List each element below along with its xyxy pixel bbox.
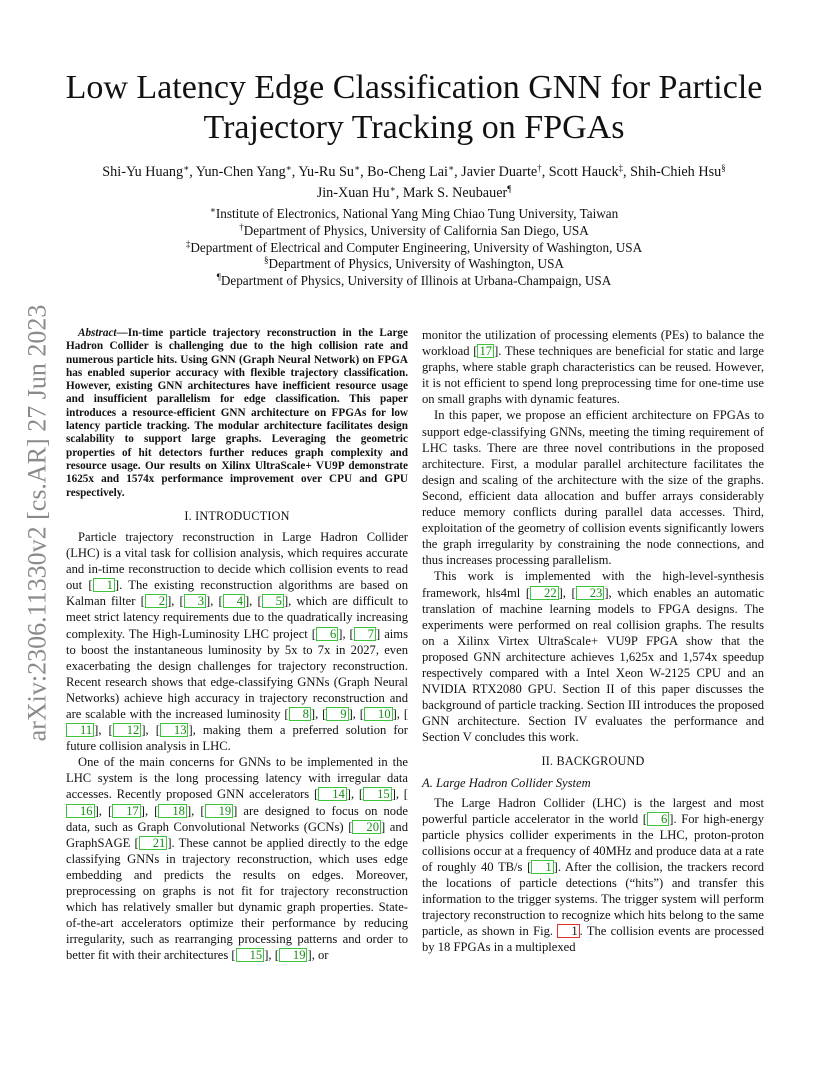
affiliation-line: ‡Department of Electrical and Computer Engineering, University of Washington, USA — [185, 238, 643, 255]
citation-link[interactable]: 6 — [316, 627, 338, 641]
author-name: Javier Duarte — [461, 164, 538, 180]
citation-link[interactable]: 13 — [160, 723, 189, 737]
author-name: Shih-Chieh Hsu — [630, 164, 722, 180]
citation-link[interactable]: 17 — [112, 804, 141, 818]
citation-link[interactable]: 3 — [184, 594, 206, 608]
author-name: Shi-Yu Huang — [102, 164, 184, 180]
citation-link[interactable]: 21 — [139, 836, 168, 850]
left-column — [66, 327, 408, 963]
affiliation-mark: ∗ — [285, 163, 292, 173]
citation-link[interactable]: 5 — [262, 594, 284, 608]
author-name: Bo-Cheng Lai — [367, 164, 448, 180]
citation-link[interactable]: 19 — [205, 804, 234, 818]
citation-link[interactable]: 11 — [66, 723, 94, 737]
affiliation-mark: ¶ — [507, 184, 512, 194]
citation-link[interactable]: 6 — [647, 812, 669, 826]
paper-title: Low Latency Edge Classification GNN for Particle Trajectory Tracking on FPGAs — [65, 69, 763, 146]
affiliation-list — [60, 206, 768, 290]
affiliation-mark: † — [537, 163, 542, 173]
citation-link[interactable]: 4 — [223, 594, 245, 608]
affiliation-mark: ∗ — [353, 163, 361, 173]
citation-link[interactable]: 2 — [145, 594, 167, 608]
citation-link[interactable]: 19 — [279, 948, 308, 962]
affiliation-line: ∗Institute of Electronics, National Yang Ming Chiao Tung University, Taiwan — [209, 205, 619, 221]
abstract: Abstract—In-time particle trajectory reconstruction in the Large Hadron Collider is challenging due to the high collision rate and numerous particle hits. Using GNN (Graph Neural Network) on FPGA has enabled superior accuracy with flexible trajectory classification. However, existing GNN architectures have inefficient resource usage and insufficient parallelism for edge classification. This paper introduces a resource-efficient GNN architecture on FPGAs for low latency particle tracking. The modular architecture facilitates design scalability to support large graphs. Leveraging the geometric properties of hit detectors further reduces graph complexity and resource usage. Our results on Xilinx UltraScale+ VU9P demonstrate 1625x and 1574x performance improvement over CPU and GPU respectively. — [66, 327, 408, 499]
author-name: Scott Hauck — [548, 164, 619, 180]
author-name: Yu-Ru Su — [298, 164, 354, 180]
citation-link[interactable]: 14 — [318, 787, 347, 801]
affiliation-line: §Department of Physics, University of Washington, USA — [264, 255, 564, 272]
subsection-heading-lhc: A. Large Hadron Collider System — [422, 775, 591, 790]
author-name: Jin-Xuan Hu — [316, 185, 390, 201]
citation-link[interactable]: 8 — [289, 707, 311, 721]
arxiv-identifier-text: arXiv:2306.11330v2 [cs.AR] 27 Jun 2023 — [22, 304, 52, 742]
citation-link[interactable]: 7 — [354, 627, 376, 641]
citation-link[interactable]: 1 — [531, 860, 553, 874]
citation-link[interactable]: 18 — [158, 804, 187, 818]
paragraph: This work is implemented with the high-level-synthesis framework, hls4ml [ 22 ], [ 23 ], which enables an automatic translation of machine learning models to FPGA designs. The experiments were performed on real collision graphs. The results on a Xilinx Virtex UltraScale+ VU9P FPGA show that the proposed GNN architecture achieves 1,625x and 1,574x speedup respectively compared with a Intel Xeon W-2125 CPU and an NVIDIA RTX2080 GPU. Section II of this paper discusses the background of particle tracking. Section III introduces the proposed GNN architecture. Section IV evaluates the performance and Section V concludes this work. — [422, 569, 765, 745]
paragraph: monitor the utilization of processing elements (PEs) to balance the workload [ 17 ]. These techniques are beneficial for static and large graphs, where stable graph characteristics can be reused. However, it is not efficient to spend long preprocessing time for one-time use on small graphs with dynamic features. — [422, 328, 765, 407]
paragraph: One of the main concerns for GNNs to be implemented in the LHC system is the long processing latency with irregular data accesses. Recently proposed GNN accelerators [ 14 ], [ 15 ], [16 ], [ 17 ], [ 18 ], [ 19 ] are designed to focus on node data, such as Graph Convolutional Networks (GCNs) [ 20 ] and GraphSAGE [ 21 ]. These cannot be applied directly to the edge classifying GNNs in trajectory reconstruction, which uses edge embedding and predicts the results on edges. Moreover, preprocessing on graphs is not fit for trajectory reconstruction which has relatively smaller but dynamic graph properties. State-of-the-art accelerators optimize their performance by reducing irregularity, such as rearranging processing patterns and order to better fit with their architectures [ 15 ], [ 19 ], or — [66, 755, 408, 963]
citation-link[interactable]: 22 — [530, 586, 559, 600]
author-list: Shi-Yu Huang∗, Yun-Chen Yang∗, Yu-Ru Su∗, Bo-Cheng Lai∗, Javier Duarte†, Scott Hauck‡, Shih-Chieh Hsu§ Jin-Xuan Hu∗, Mark S. Neubauer¶ — [102, 163, 726, 201]
citation-link[interactable]: 1 — [93, 578, 115, 592]
citation-link[interactable]: 23 — [576, 586, 605, 600]
right-column — [422, 327, 764, 956]
section-heading-background: II. BACKGROUND — [541, 754, 645, 769]
affiliation-mark: ∗ — [389, 184, 396, 194]
affiliation-line: †Department of Physics, University of California San Diego, USA — [239, 221, 589, 238]
section-heading-introduction: I. INTRODUCTION — [184, 508, 290, 523]
citation-link[interactable]: 17 — [479, 344, 493, 359]
citation-link[interactable]: 15 — [236, 948, 265, 962]
affiliation-mark: ∗ — [447, 163, 455, 173]
citation-link[interactable]: 16 — [66, 804, 95, 818]
citation-link[interactable]: 20 — [352, 820, 381, 834]
abstract-label: Abstract — [78, 327, 117, 339]
citation-link[interactable]: 15 — [363, 787, 392, 801]
affiliation-mark: ∗ — [183, 163, 190, 173]
citation-link[interactable]: 12 — [113, 723, 142, 737]
paragraph: The Large Hadron Collider (LHC) is the largest and most powerful particle accelerator in the world [ 6 ]. For high-energy particle physics collider experiments in the LHC, proton-proton collisions occur at a frequency of 40MHz and produce data at a rate of roughly 40 TB/s [ 1 ]. After the collision, the trackers record the locations of particle detections (“hits”) and transfer this information to the trigger systems. The trigger system will perform trajectory reconstruction to recognize which hits belong to the same particle, as shown in Fig. 1 . The collision events are processed by 18 FPGAs in a multiplexed — [422, 795, 765, 955]
citation-link[interactable]: 9 — [326, 707, 348, 721]
citation-link[interactable]: 10 — [364, 707, 393, 721]
affiliation-mark: § — [721, 163, 726, 173]
author-name: Mark S. Neubauer — [402, 185, 508, 201]
arxiv-identifier — [16, 288, 58, 758]
paragraph: In this paper, we propose an efficient architecture on FPGAs to support edge-classifying GNNs, meeting the timing requirement of LHC tasks. There are three novel contributions in the proposed architecture. First, a modular parallel architecture facilitates the design and scaling of the architecture with the size of the graphs. Second, efficient data allocation and buffer arrays considerably reduce memory conflicts during parallel data accesses. Third, exploitation of the geometry of collision events significantly lowers the graph irregularity by constraining the node connections, and thus increases processing parallelism. — [422, 408, 764, 568]
figure-reference-link[interactable]: 1 — [557, 924, 579, 938]
author-name: Yun-Chen Yang — [195, 164, 286, 180]
affiliation-mark: ‡ — [618, 163, 624, 173]
affiliation-line: ¶Department of Physics, University of Illinois at Urbana-Champaign, USA — [216, 272, 612, 289]
paragraph: Particle trajectory reconstruction in Large Hadron Collider (LHC) is a vital task for collision analysis, which requires accurate and in-time reconstruction to decide which collision events to read out [ 1 ]. The existing reconstruction algorithms are based on Kalman filter [ 2 ], [ 3 ], [ 4 ], [ 5 ], which are difficult to meet strict latency requirements due to the quadratically increasing complexity. The High-Luminosity LHC project [ 6 ], [ 7 ] aims to boost the instantaneous luminosity by 5x to 7x in 2027, even exacerbating the design challenges for trajectory reconstruction. Recent research shows that edge-classifying GNNs (Graph Neural Networks) achieve high accuracy in trajectory reconstruction and are scalable with the increased luminosity [ 8 ], [ 9 ], [ 10 ], [11 ], [ 12 ], [ 13 ], making them a preferred solution for future collision analysis in LHC. — [66, 529, 409, 754]
